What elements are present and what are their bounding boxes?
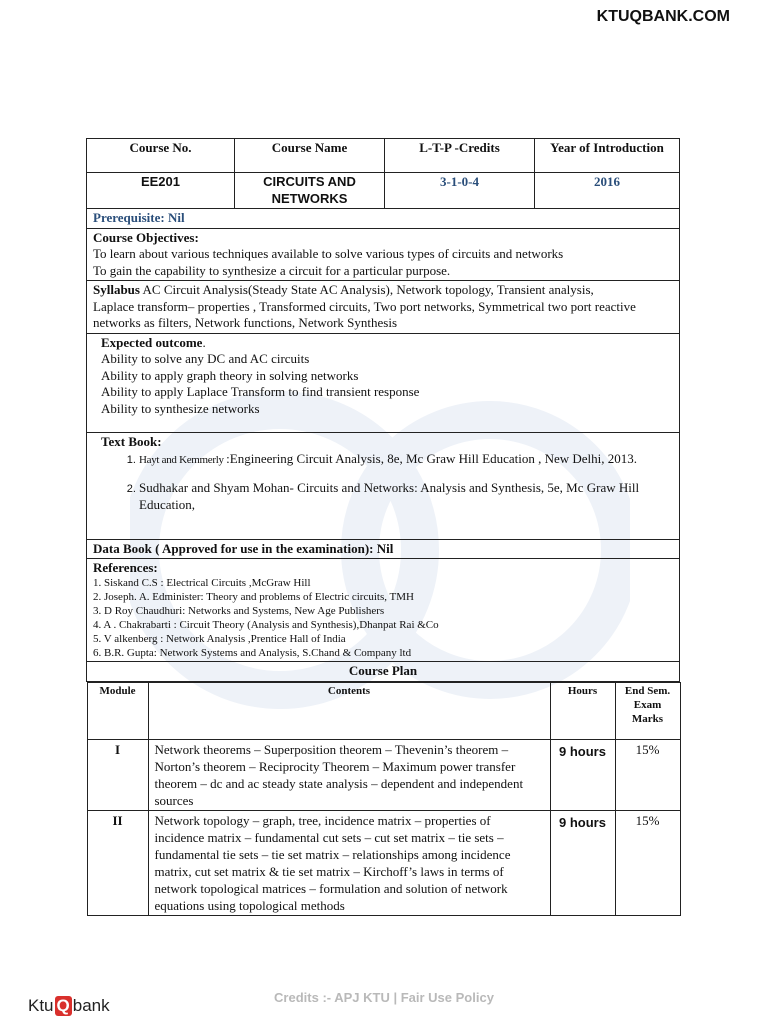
reference-item: 4. A . Chakrabarti : Circuit Theory (Analysis and Synthesis),Dhanpat Rai &Co [93,619,439,631]
footer-credits[interactable]: Credits :- APJ KTU | Fair Use Policy [274,990,494,1005]
plan-module-row [87,739,680,810]
textbook-title: Text Book: [101,433,162,449]
syllabus [87,281,680,334]
syllabus-label: Syllabus [93,282,140,297]
expected-outcome [87,333,680,432]
logo-text-post: bank [72,996,110,1015]
textbook-detail: :Engineering Circuit Analysis, 8e, Mc Graw Hill Education , New Delhi, 2013. [226,451,638,466]
module-hours: 9 hours [550,810,615,915]
plan-header-module: Module [87,682,148,739]
data-book: Data Book ( Approved for use in the examination): Nil [87,539,680,559]
objective-item: To gain the capability to synthesize a circuit for a particular purpose. [93,262,451,278]
year-of-introduction: 2016 [535,173,680,209]
course-plan-table [87,682,681,916]
course-plan [87,681,680,916]
syllabus-text: AC Circuit Analysis(Steady State AC Analysis), Network topology, Transient analysis, [139,282,594,297]
textbook-item [139,450,673,469]
outcome-dot: . [202,334,206,350]
header-ltp-credits: L-T-P -Credits [385,139,535,173]
reference-item: 5. V alkenberg : Network Analysis ,Prentice Hall of India [93,633,346,645]
references [87,559,680,662]
site-header[interactable]: KTUQBANK.COM [596,8,730,25]
plan-header-contents: Contents [148,682,550,739]
outcome-title: Expected outcome [101,334,203,350]
syllabus-text-2: Laplace transform– properties , Transformed circuits, Two port networks, Symmetrical two port reactive networks as filters, Network functions, Network Synthesis [93,298,636,330]
header-course-name: Course Name [235,139,385,173]
ltp-credits: 3-1-0-4 [385,173,535,209]
module-contents: Network theorems – Superposition theorem – Thevenin’s theorem – Norton’s theorem – Reciprocity Theorem – Maximum power transfer theorem – dc and ac steady state analysis – dependent and independent sources [148,739,550,810]
outcome-item: Ability to solve any DC and AC circuits [101,351,310,366]
prerequisite: Prerequisite: Nil [87,209,680,229]
textbook-list [101,450,673,513]
course-document [86,138,680,916]
reference-item: 6. B.R. Gupta: Network Systems and Analysis, S.Chand & Company ltd [93,647,412,659]
plan-module-row [87,810,680,915]
course-header-row [87,139,680,173]
module-number: I [87,739,148,810]
module-marks: 15% [615,739,680,810]
course-name: CIRCUITS AND NETWORKS [235,173,385,209]
module-number: II [87,810,148,915]
course-plan-title: Course Plan [87,662,680,682]
module-marks: 15% [615,810,680,915]
reference-item: 1. Siskand C.S : Electrical Circuits ,McGraw Hill [93,577,311,589]
module-hours: 9 hours [550,739,615,810]
course-values-row [87,173,680,209]
reference-item: 2. Joseph. A. Edminister: Theory and problems of Electric circuits, TMH [93,591,414,603]
plan-header-row [87,682,680,739]
logo-text-pre: Ktu [28,996,54,1015]
reference-item: 3. D Roy Chaudhuri: Networks and Systems, New Age Publishers [93,605,385,617]
textbook-item: 2. Sudhakar and Shyam Mohan- Circuits and Networks: Analysis and Synthesis, 5e, Mc Graw Hill Education, [139,479,673,513]
text-book [87,432,680,539]
plan-header-hours: Hours [550,682,615,739]
header-year: Year of Introduction [535,139,680,173]
textbook-authors: Hayt and Kemmerly [139,454,227,466]
header-course-no: Course No. [87,139,235,173]
outcome-item: Ability to apply graph theory in solving networks [101,367,359,383]
course-objectives [87,228,680,281]
outcome-item: Ability to synthesize networks [101,400,260,416]
course-no: EE201 [87,173,235,209]
plan-header-marks: End Sem. Exam Marks [615,682,680,739]
logo-q-mark: Q [56,996,70,1015]
objective-item: To learn about various techniques available to solve various types of circuits and networks [93,246,564,261]
objectives-title: Course Objectives: [93,229,199,245]
references-title: References: [93,560,158,575]
module-contents: Network topology – graph, tree, incidence matrix – properties of incidence matrix – fundamental cut sets – cut set matrix – tie sets – fundamental tie sets – tie set matrix – relationships among incidence matrix, cut set matrix & tie set matrix – Kirchoff’s laws in terms of network topological matrices – formulation and solution of network equations using topological methods [148,810,550,915]
outcome-item: Ability to apply Laplace Transform to find transient response [101,384,420,399]
